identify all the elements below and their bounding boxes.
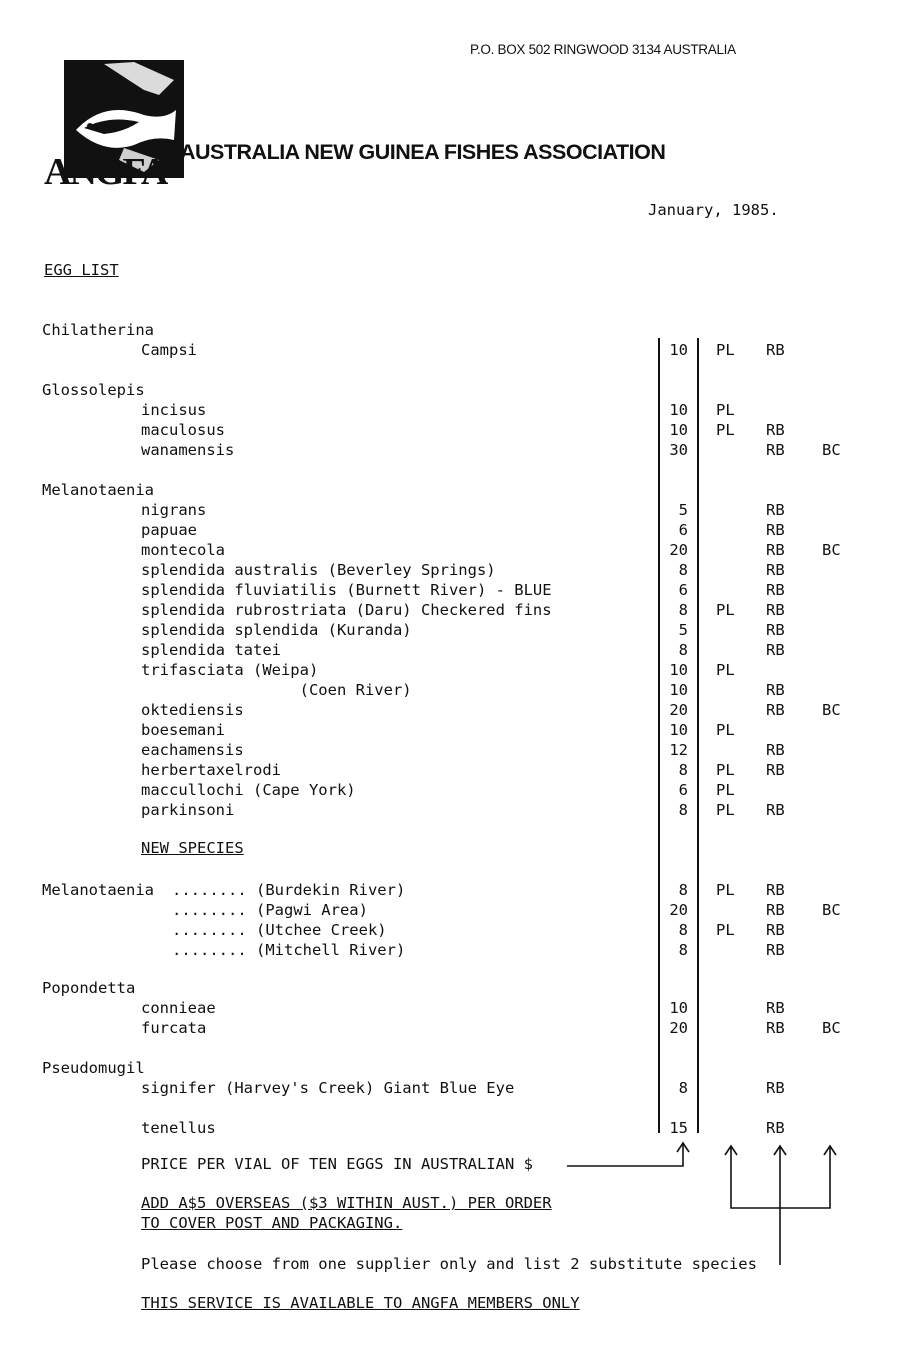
- species-name: papuae: [141, 521, 197, 539]
- species-name: ........ (Mitchell River): [172, 941, 406, 959]
- vial-price: 10: [669, 341, 688, 359]
- species-name: herbertaxelrodi: [141, 761, 281, 779]
- vial-price: 10: [669, 681, 688, 699]
- species-name: ........ (Utchee Creek): [172, 921, 387, 939]
- vial-price: 15: [669, 1119, 688, 1137]
- species-name: tenellus: [141, 1119, 216, 1137]
- species-name: oktediensis: [141, 701, 244, 719]
- vial-price: 10: [669, 421, 688, 439]
- species-name: signifer (Harvey's Creek) Giant Blue Eye: [141, 1079, 515, 1097]
- supplier-pl: PL: [716, 341, 735, 359]
- members-note: THIS SERVICE IS AVAILABLE TO ANGFA MEMBERS ONLY: [141, 1294, 580, 1312]
- supplier-rb: RB: [766, 881, 785, 899]
- supplier-pl: PL: [716, 881, 735, 899]
- supplier-pl: PL: [716, 421, 735, 439]
- supplier-rb: RB: [766, 441, 785, 459]
- species-name: parkinsoni: [141, 801, 235, 819]
- supplier-note: Please choose from one supplier only and list 2 substitute species: [141, 1255, 757, 1273]
- supplier-bc: BC: [822, 701, 841, 719]
- vial-price: 20: [669, 541, 688, 559]
- vial-price: 8: [678, 641, 688, 659]
- species-name: maculosus: [141, 421, 225, 439]
- species-name: splendida fluviatilis (Burnett River) - BLUE: [141, 581, 552, 599]
- overseas-note-line-2: TO COVER POST AND PACKAGING.: [141, 1214, 403, 1232]
- supplier-bc: BC: [822, 541, 841, 559]
- species-name: montecola: [141, 541, 225, 559]
- supplier-rb: RB: [766, 681, 785, 699]
- logo-wordmark: ANGFA: [44, 151, 167, 193]
- supplier-pl: PL: [716, 801, 735, 819]
- supplier-rb: RB: [766, 541, 785, 559]
- new-species-heading: NEW SPECIES: [141, 839, 244, 857]
- page-title: EGG LIST: [44, 261, 119, 279]
- vial-price: 8: [678, 1079, 688, 1097]
- vial-price: 8: [678, 881, 688, 899]
- genus-heading: Pseudomugil: [42, 1059, 145, 1077]
- vial-price: 5: [678, 621, 688, 639]
- supplier-pl: PL: [716, 661, 735, 679]
- postal-address: P.O. BOX 502 RINGWOOD 3134 AUSTRALIA: [470, 42, 736, 57]
- vial-price: 30: [669, 441, 688, 459]
- genus-heading: Melanotaenia: [42, 881, 154, 899]
- vial-price: 6: [678, 581, 688, 599]
- species-name: splendida australis (Beverley Springs): [141, 561, 496, 579]
- supplier-bc: BC: [822, 441, 841, 459]
- supplier-bc: BC: [822, 1019, 841, 1037]
- species-name: trifasciata (Weipa): [141, 661, 319, 679]
- vial-price: 8: [678, 941, 688, 959]
- supplier-pl: PL: [716, 781, 735, 799]
- species-name: splendida tatei: [141, 641, 281, 659]
- supplier-rb: RB: [766, 501, 785, 519]
- vial-price: 6: [678, 521, 688, 539]
- supplier-rb: RB: [766, 761, 785, 779]
- species-name: furcata: [141, 1019, 207, 1037]
- genus-heading: Chilatherina: [42, 321, 154, 339]
- supplier-rb: RB: [766, 641, 785, 659]
- vial-price: 12: [669, 741, 688, 759]
- supplier-pl: PL: [716, 401, 735, 419]
- genus-heading: Melanotaenia: [42, 481, 154, 499]
- vial-price: 10: [669, 999, 688, 1017]
- vial-price: 8: [678, 761, 688, 779]
- document-date: January, 1985.: [648, 201, 779, 219]
- vial-price: 10: [669, 401, 688, 419]
- overseas-note-line-1: ADD A$5 OVERSEAS ($3 WITHIN AUST.) PER ORDER: [141, 1194, 552, 1212]
- genus-heading: Glossolepis: [42, 381, 145, 399]
- supplier-rb: RB: [766, 801, 785, 819]
- supplier-pl: PL: [716, 601, 735, 619]
- species-name: (Coen River): [141, 681, 412, 699]
- supplier-rb: RB: [766, 921, 785, 939]
- vial-price: 20: [669, 901, 688, 919]
- supplier-rb: RB: [766, 561, 785, 579]
- supplier-rb: RB: [766, 581, 785, 599]
- vial-price: 5: [678, 501, 688, 519]
- vial-price: 20: [669, 1019, 688, 1037]
- supplier-pl: PL: [716, 761, 735, 779]
- genus-heading: Popondetta: [42, 979, 136, 997]
- species-name: Campsi: [141, 341, 197, 359]
- supplier-rb: RB: [766, 901, 785, 919]
- species-name: connieae: [141, 999, 216, 1017]
- supplier-pl: PL: [716, 721, 735, 739]
- supplier-bc: BC: [822, 901, 841, 919]
- vial-price: 20: [669, 701, 688, 719]
- supplier-rb: RB: [766, 741, 785, 759]
- supplier-rb: RB: [766, 521, 785, 539]
- species-name: incisus: [141, 401, 207, 419]
- supplier-rb: RB: [766, 601, 785, 619]
- vial-price: 8: [678, 801, 688, 819]
- organization-name: AUSTRALIA NEW GUINEA FISHES ASSOCIATION: [180, 140, 666, 164]
- species-name: ........ (Pagwi Area): [172, 901, 368, 919]
- supplier-rb: RB: [766, 701, 785, 719]
- vial-price: 10: [669, 721, 688, 739]
- supplier-rb: RB: [766, 999, 785, 1017]
- supplier-rb: RB: [766, 941, 785, 959]
- supplier-rb: RB: [766, 621, 785, 639]
- price-note: PRICE PER VIAL OF TEN EGGS IN AUSTRALIAN $: [141, 1155, 533, 1173]
- vial-price: 6: [678, 781, 688, 799]
- supplier-rb: RB: [766, 341, 785, 359]
- species-name: ........ (Burdekin River): [172, 881, 406, 899]
- supplier-rb: RB: [766, 421, 785, 439]
- species-name: maccullochi (Cape York): [141, 781, 356, 799]
- vial-price: 8: [678, 561, 688, 579]
- vial-price: 10: [669, 661, 688, 679]
- vial-price: 8: [678, 601, 688, 619]
- supplier-rb: RB: [766, 1119, 785, 1137]
- species-name: boesemani: [141, 721, 225, 739]
- species-name: eachamensis: [141, 741, 244, 759]
- supplier-rb: RB: [766, 1079, 785, 1097]
- supplier-pl: PL: [716, 921, 735, 939]
- species-name: splendida splendida (Kuranda): [141, 621, 412, 639]
- species-name: wanamensis: [141, 441, 235, 459]
- species-name: nigrans: [141, 501, 207, 519]
- species-name: splendida rubrostriata (Daru) Checkered fins: [141, 601, 552, 619]
- vial-price: 8: [678, 921, 688, 939]
- supplier-rb: RB: [766, 1019, 785, 1037]
